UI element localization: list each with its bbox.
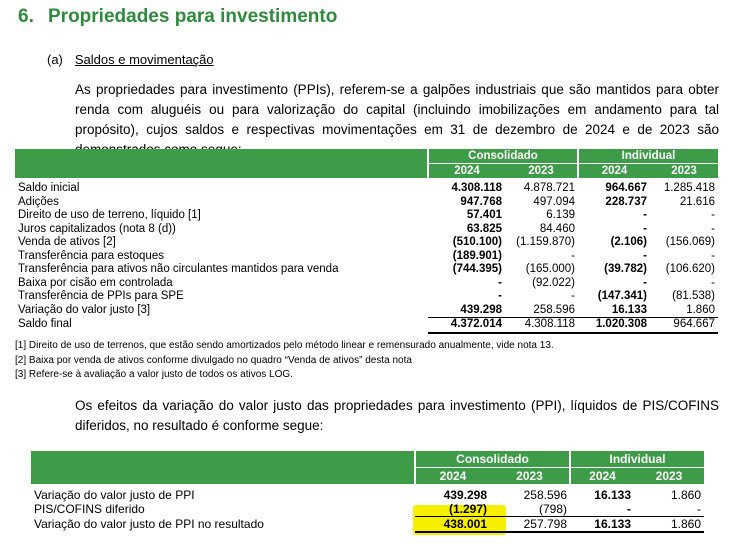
row-label: Juros capitalizados (nota 8 (d)) <box>18 222 176 235</box>
row-label: Transferência para ativos não circulantes mantidos para venda <box>18 263 339 275</box>
row-label: Transferência de PPIs para SPE <box>18 290 184 302</box>
table-row <box>31 502 704 517</box>
row-value: (81.538) <box>672 290 715 302</box>
row-label: Saldo inicial <box>18 182 80 194</box>
row-value: - <box>643 276 647 289</box>
row-value: - <box>711 249 715 262</box>
table-row <box>15 263 718 277</box>
row-value: - <box>498 290 502 302</box>
row-value: 497.094 <box>533 195 575 208</box>
row-value: - <box>498 276 502 289</box>
row-value: 964.667 <box>650 318 718 333</box>
movements-table-body <box>15 182 718 333</box>
movements-table <box>15 149 718 334</box>
row-value: 57.401 <box>466 209 502 221</box>
header-year: 2024 <box>570 468 634 485</box>
table-row <box>15 250 718 264</box>
table-row <box>15 196 718 210</box>
table-row <box>15 182 718 196</box>
row-value: 258.596 <box>523 488 567 502</box>
row-label: Baixa por cisão em controlada <box>18 276 173 289</box>
row-value: (1.297) <box>415 502 490 517</box>
table-row <box>31 488 704 502</box>
fair-value-table <box>31 451 704 533</box>
table-row <box>15 223 718 237</box>
second-paragraph: Os efeitos da variação do valor justo das propriedades para investimento (PPI), líquidos de PIS/COFINS diferidos, no resultado é conforme segue: <box>75 398 719 433</box>
row-value: 257.798 <box>490 517 570 533</box>
row-value: 84.460 <box>539 222 575 235</box>
header-year: 2024 <box>415 468 490 485</box>
row-value: 4.878.721 <box>523 182 575 194</box>
row-value: (2.106) <box>610 236 647 248</box>
row-label: Variação do valor justo de PPI no resultado <box>34 517 264 532</box>
row-label: PIS/COFINS diferido <box>34 502 145 517</box>
subsection-marker: (a) <box>47 52 63 67</box>
row-value: - <box>711 276 715 289</box>
row-value: (39.782) <box>604 263 647 275</box>
row-value: (106.620) <box>665 263 715 275</box>
table-row <box>15 277 718 291</box>
row-label: Direito de uso de terreno, líquido [1] <box>18 209 201 221</box>
header-year: 2023 <box>650 164 718 179</box>
header-year: 2024 <box>578 164 650 179</box>
header-year: 2023 <box>490 468 570 485</box>
row-value: 16.133 <box>578 304 650 318</box>
row-value: (156.069) <box>665 236 715 248</box>
row-value: (798) <box>490 502 570 517</box>
row-value: - <box>571 249 575 262</box>
row-value: (510.100) <box>452 236 502 248</box>
row-value: 4.308.118 <box>451 182 502 194</box>
header-individual: Individual <box>578 149 718 164</box>
header-consolidado: Consolidado <box>428 149 578 164</box>
row-value: 258.596 <box>505 304 578 318</box>
row-value: (189.901) <box>452 249 502 262</box>
row-value: 1.020.308 <box>578 318 650 333</box>
table-header-years <box>31 468 704 485</box>
row-value: 1.860 <box>670 488 701 502</box>
table-row <box>15 209 718 223</box>
row-value: 63.825 <box>466 222 502 235</box>
table-header-groups <box>31 451 704 468</box>
header-individual: Individual <box>570 451 704 468</box>
row-value: - <box>571 290 575 302</box>
row-value: 964.667 <box>605 182 647 194</box>
footnotes <box>15 339 554 383</box>
row-value: 4.308.118 <box>505 318 578 333</box>
row-label: Transferência para estoques <box>18 249 164 262</box>
row-value: 16.133 <box>594 488 631 502</box>
table-row <box>15 304 718 318</box>
section-number: 6. <box>18 6 34 27</box>
row-label: Saldo final <box>18 318 72 331</box>
row-value: - <box>711 209 715 221</box>
section-heading <box>18 6 337 28</box>
row-value: (1.159.870) <box>516 236 575 248</box>
footnote: [2] Baixa por venda de ativos conforme divulgado no quadro “Venda de ativos” desta nota <box>15 354 412 366</box>
header-blank <box>15 164 428 179</box>
row-value: - <box>570 502 634 517</box>
row-value: 1.285.418 <box>663 182 715 194</box>
row-value: 439.298 <box>443 488 487 502</box>
table-row <box>15 236 718 250</box>
row-value: 4.372.014 <box>428 318 505 333</box>
row-value: 16.133 <box>570 517 634 533</box>
row-value: 21.616 <box>679 195 715 208</box>
row-value: - <box>643 209 647 221</box>
subsection-heading <box>47 52 214 67</box>
row-value: - <box>643 249 647 262</box>
intro-paragraph: As propriedades para investimento (PPIs), referem-se a galpões industriais que são mantidos para obter renda com aluguéis ou para valorização do capital (incluindo imobilizações em andamento para tal propósito), cujos saldos e respectivas movimentações em 31 de dezembro de 2024 e de 2023 são <box>75 82 719 137</box>
header-year: 2023 <box>634 468 704 485</box>
row-value: - <box>634 502 704 517</box>
fair-value-table-body <box>31 488 704 532</box>
header-blank <box>31 451 415 468</box>
row-label: Variação do valor justo de PPI <box>34 488 195 502</box>
header-blank <box>15 149 428 164</box>
row-value: 1.860 <box>650 304 718 318</box>
row-value: (92.022) <box>532 276 575 289</box>
table-header-groups <box>15 149 718 164</box>
row-value: 1.860 <box>634 517 704 533</box>
row-label: Venda de ativos [2] <box>18 236 116 248</box>
header-consolidado: Consolidado <box>415 451 570 468</box>
row-value: 228.737 <box>605 195 647 208</box>
row-value: (147.341) <box>597 290 647 302</box>
row-label: Adições <box>18 195 59 208</box>
footnote: [3] Refere-se à avaliação a valor justo de todos os ativos LOG. <box>15 369 293 380</box>
table-row <box>15 290 718 304</box>
row-label: Variação do valor justo [3] <box>18 303 151 316</box>
footnote: [1] Direito de uso de terrenos, que estão sendo amortizados pelo método linear e remensurado anualmente, vide nota 13. <box>15 340 554 351</box>
header-year: 2023 <box>505 164 578 179</box>
table-row <box>31 517 704 533</box>
row-value: - <box>711 222 715 235</box>
row-value: 439.298 <box>428 304 505 318</box>
row-value: 6.139 <box>546 209 575 221</box>
row-value: 947.768 <box>460 195 502 208</box>
header-year: 2024 <box>428 164 505 179</box>
row-value: 438.001 <box>415 517 490 533</box>
row-value: (744.395) <box>452 263 502 275</box>
table-header-years <box>15 164 718 179</box>
table-row <box>15 318 718 333</box>
section-title: Propriedades para investimento <box>48 6 338 27</box>
subsection-title: Saldos e movimentação <box>74 52 214 67</box>
header-blank <box>31 468 415 485</box>
row-value: (165.000) <box>525 263 575 275</box>
row-value: - <box>643 222 647 235</box>
